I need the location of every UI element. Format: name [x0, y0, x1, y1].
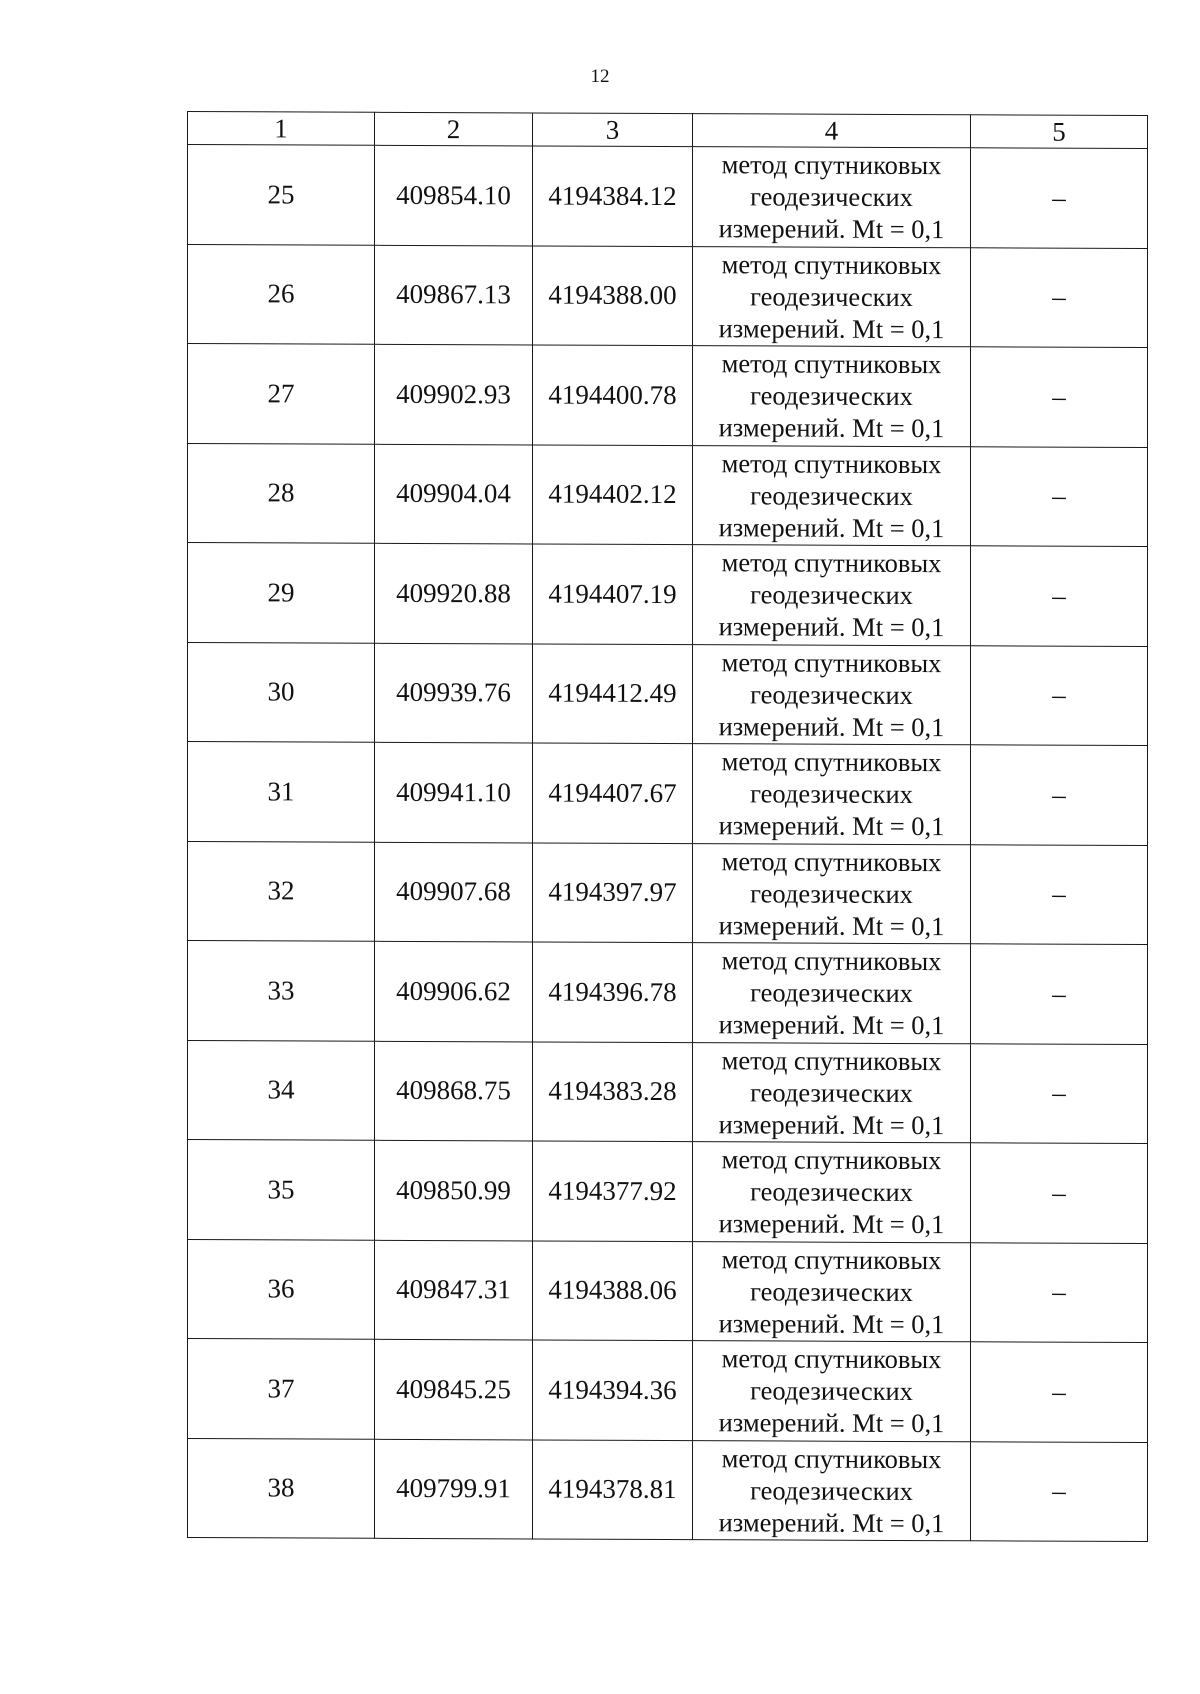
method-text-line: метод спутниковых [721, 845, 942, 877]
x-coordinate-cell: 409920.88 [375, 543, 533, 643]
method-cell [693, 843, 971, 944]
y-coordinate-cell: 4194400.78 [533, 345, 693, 445]
point-number-cell: 37 [188, 1339, 375, 1439]
method-text-line: метод спутниковых [721, 945, 942, 977]
table-row [188, 642, 1148, 746]
method-cell [693, 1440, 971, 1541]
method-text-line: измерений. Mt = 0,1 [718, 1108, 945, 1140]
y-coordinate-cell: 4194388.00 [533, 245, 693, 345]
note-cell: – [971, 944, 1148, 1044]
y-coordinate-cell: 4194407.19 [533, 544, 693, 644]
method-text-line: геодезических [750, 380, 913, 412]
point-number-cell: 32 [188, 841, 375, 941]
method-text-line: измерений. Mt = 0,1 [718, 1506, 945, 1538]
table-row [188, 443, 1148, 547]
note-cell: – [971, 1342, 1148, 1442]
header-cell-4: 4 [693, 114, 971, 148]
note-cell: – [971, 347, 1148, 447]
method-text-line: измерений. Mt = 0,1 [718, 1307, 945, 1339]
y-coordinate-cell: 4194412.49 [533, 643, 693, 743]
x-coordinate-cell: 409904.04 [375, 444, 533, 544]
note-cell: – [971, 546, 1148, 646]
x-coordinate-cell: 409847.31 [375, 1240, 533, 1340]
note-cell: – [971, 745, 1148, 845]
y-coordinate-cell: 4194378.81 [533, 1439, 693, 1539]
method-text-line: измерений. Mt = 0,1 [718, 710, 945, 742]
y-coordinate-cell: 4194384.12 [533, 146, 693, 246]
table-row [188, 1438, 1148, 1542]
method-cell [693, 445, 971, 546]
y-coordinate-cell: 4194397.97 [533, 842, 693, 942]
point-number-cell: 29 [188, 543, 375, 643]
method-cell [693, 147, 971, 248]
method-text-line: геодезических [750, 679, 913, 710]
point-number-cell: 26 [188, 244, 375, 344]
page-number: 12 [590, 66, 610, 87]
point-number-cell: 25 [188, 145, 375, 245]
method-cell [693, 1241, 971, 1342]
method-text-line: геодезических [750, 579, 913, 611]
method-text-line: метод спутниковых [721, 447, 942, 479]
point-number-cell: 38 [188, 1438, 375, 1538]
method-cell [693, 943, 971, 1044]
x-coordinate-cell: 409906.62 [375, 941, 533, 1041]
method-text-line: метод спутниковых [721, 1243, 942, 1275]
method-text-line: метод спутниковых [721, 1044, 942, 1076]
method-text-line: измерений. Mt = 0,1 [718, 1009, 945, 1041]
method-text-line: геодезических [750, 878, 913, 909]
table-header [188, 112, 1148, 149]
point-number-cell: 27 [188, 344, 375, 444]
point-number-cell: 35 [188, 1140, 375, 1240]
x-coordinate-cell: 409845.25 [375, 1339, 533, 1439]
y-coordinate-cell: 4194402.12 [533, 444, 693, 544]
note-cell: – [971, 446, 1148, 546]
method-text-line: метод спутниковых [721, 1144, 942, 1176]
method-text-line: измерений. Mt = 0,1 [718, 312, 945, 344]
y-coordinate-cell: 4194396.78 [533, 942, 693, 1042]
method-text-line: метод спутниковых [721, 248, 942, 280]
method-text-line: геодезических [750, 1176, 913, 1208]
table-row [188, 1339, 1148, 1443]
point-number-cell: 33 [188, 941, 375, 1041]
table-row [188, 145, 1148, 249]
method-text-line: измерений. Mt = 0,1 [718, 213, 945, 245]
point-number-cell: 30 [188, 642, 375, 742]
table-row [188, 344, 1148, 448]
method-cell [693, 644, 971, 745]
y-coordinate-cell: 4194407.67 [533, 743, 693, 843]
note-cell: – [971, 844, 1148, 944]
x-coordinate-cell: 409902.93 [375, 344, 533, 444]
point-number-cell: 31 [188, 742, 375, 842]
note-cell: – [971, 1043, 1148, 1143]
method-cell [693, 1142, 971, 1243]
method-cell [693, 545, 971, 646]
point-number-cell: 34 [188, 1040, 375, 1140]
method-text-line: измерений. Mt = 0,1 [718, 1407, 945, 1439]
method-text-line: измерений. Mt = 0,1 [718, 1208, 945, 1240]
table-body [188, 145, 1148, 1542]
method-text-line: геодезических [750, 977, 913, 1009]
method-text-line: метод спутниковых [721, 547, 942, 579]
method-text-line: геодезических [750, 281, 913, 312]
table-row [188, 941, 1148, 1045]
x-coordinate-cell: 409939.76 [375, 643, 533, 743]
table-row [188, 244, 1148, 348]
method-text-line: метод спутниковых [721, 348, 942, 380]
x-coordinate-cell: 409799.91 [375, 1439, 533, 1539]
x-coordinate-cell: 409941.10 [375, 742, 533, 842]
x-coordinate-cell: 409907.68 [375, 842, 533, 942]
method-text-line: метод спутниковых [721, 1343, 942, 1375]
point-number-cell: 36 [188, 1239, 375, 1339]
method-cell [693, 1042, 971, 1143]
method-cell [693, 246, 971, 347]
method-text-line: измерений. Mt = 0,1 [718, 611, 945, 643]
note-cell: – [971, 247, 1148, 347]
table-row [188, 841, 1148, 945]
method-text-line: геодезических [750, 480, 913, 511]
x-coordinate-cell: 409867.13 [375, 245, 533, 345]
table-row [188, 1239, 1148, 1343]
header-cell-5: 5 [971, 115, 1148, 149]
x-coordinate-cell: 409850.99 [375, 1140, 533, 1240]
method-text-line: геодезических [750, 1475, 913, 1506]
method-text-line: метод спутниковых [721, 646, 942, 678]
method-text-line: геодезических [750, 1375, 913, 1407]
method-cell [693, 744, 971, 845]
method-cell [693, 346, 971, 447]
y-coordinate-cell: 4194377.92 [533, 1141, 693, 1241]
method-text-line: измерений. Mt = 0,1 [718, 511, 945, 543]
table-row [188, 742, 1148, 846]
point-number-cell: 28 [188, 443, 375, 543]
method-text-line: метод спутниковых [721, 1442, 942, 1474]
table-row [188, 543, 1148, 647]
note-cell: – [971, 148, 1148, 248]
header-cell-2: 2 [375, 112, 533, 146]
note-cell: – [971, 1143, 1148, 1243]
method-text-line: измерений. Mt = 0,1 [718, 412, 945, 444]
method-text-line: геодезических [750, 778, 913, 810]
method-text-line: геодезических [750, 1276, 913, 1307]
note-cell: – [971, 1441, 1148, 1541]
x-coordinate-cell: 409868.75 [375, 1041, 533, 1141]
y-coordinate-cell: 4194394.36 [533, 1340, 693, 1440]
y-coordinate-cell: 4194383.28 [533, 1041, 693, 1141]
note-cell: – [971, 1242, 1148, 1342]
x-coordinate-cell: 409854.10 [375, 145, 533, 245]
method-text-line: метод спутниковых [721, 149, 942, 181]
method-text-line: геодезических [750, 1077, 913, 1108]
table-row [188, 1140, 1148, 1244]
method-text-line: геодезических [750, 181, 913, 213]
coordinates-table [187, 111, 1148, 1542]
header-cell-3: 3 [533, 113, 693, 147]
table-row [188, 1040, 1148, 1144]
method-text-line: метод спутниковых [721, 746, 942, 778]
header-row [188, 112, 1148, 149]
y-coordinate-cell: 4194388.06 [533, 1240, 693, 1340]
method-text-line: измерений. Mt = 0,1 [718, 810, 945, 842]
method-text-line: измерений. Mt = 0,1 [718, 909, 945, 941]
method-cell [693, 1341, 971, 1442]
note-cell: – [971, 645, 1148, 745]
header-cell-1: 1 [188, 112, 375, 146]
